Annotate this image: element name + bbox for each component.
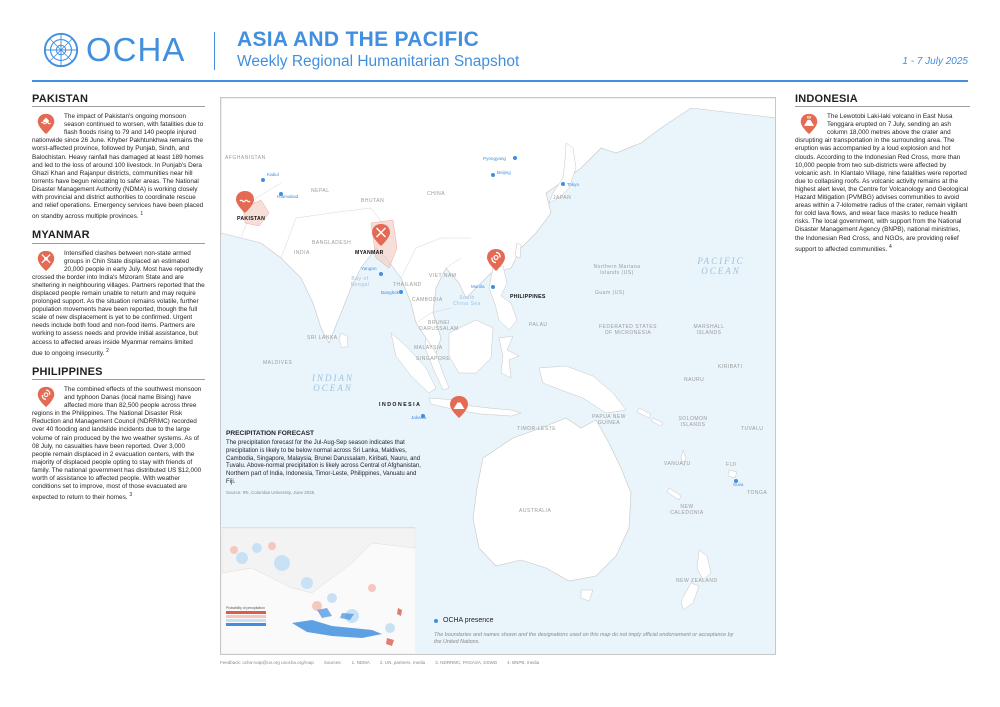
city-marker — [561, 182, 565, 186]
section-text: The impact of Pakistan's ongoing monsoon season continued to worsen, with fatalities due to flash floods rising to 79 and 140 people injured nationwide since 26 June. Khyber Pakhtunkhwa remains the worst-affected province, followed by Punjab, Sindh, and Balochistan. Heavy rainfall has damaged at least 189 homes and led to the loss of around 100 livestock. In Punjab's Dera Ghazi Khan and Rajanpur districts, communities near hill torrents have begun relocating to safer areas. The National Disaster Management Authority (NDMA) is working closely with provincial and district authorities to coordinate rescue and relief operations. Emergency services have been placed on standby across multiple provinces. — [32, 113, 204, 221]
country-label: AUSTRALIA — [519, 508, 552, 514]
right-column — [795, 95, 970, 264]
source-item: 1. NDMA — [351, 660, 370, 665]
country-label: NAURU — [684, 377, 705, 383]
map-disclaimer: The boundaries and names shown and the designations used on this map do not imply official endorsement or acceptance by the United Nations. — [434, 632, 734, 645]
section-myanmar — [32, 231, 205, 357]
city-marker — [379, 272, 383, 276]
feedback-link[interactable]: Feedback: ocha-roap@un.org unocha.org/roap — [220, 660, 314, 665]
flood-icon — [36, 113, 56, 135]
country-label: NEW CALEDONIA — [670, 504, 704, 516]
country-label: THAILAND — [393, 282, 422, 288]
region-title: ASIA AND THE PACIFIC — [237, 28, 480, 51]
country-label: BANGLADESH — [312, 240, 352, 246]
un-emblem-icon — [42, 31, 80, 69]
precipitation-legend-title: Probability of precipitation — [226, 606, 265, 610]
section-title: PAKISTAN — [32, 95, 205, 107]
crisis-marker-indonesia[interactable] — [449, 395, 469, 419]
section-title: INDONESIA — [795, 95, 970, 107]
city-marker — [261, 178, 265, 182]
country-label: FIJI — [726, 462, 737, 468]
section-text: The Lewotobi Laki-laki volcano in East Nusa Tenggara erupted on 7 July, sending an ash column 18,000 metres above the crater and disrupting air transportation in the surrounding area. The eruption was accompanied by a loud explosion and hot clouds. According to the Indonesian Red Cross, more than 10,000 people from two sub-districts were affected by volcanic ash. In Klantalo Village, nine fatalities were reported due to collapsing roofs. As volcanic activity remains at the highest alert level, the Centre for Volcanology and Geological Hazard Mitigation (PVMBG) advises communities to avoid areas within a 7-kilometre radius of the crater, remain vigilant for cold lava flows, and wear face masks to reduce health risks. The local government, with support from the National Disaster Management Agency (BNPB), national ministries, the Indonesian Red Cross, and NGOs, are providing relief support to affected communities. — [795, 113, 969, 253]
ocean-label-line-1: PACIFIC — [697, 256, 745, 266]
header-rule — [32, 80, 968, 82]
source-item: 2. UN, partners, media — [379, 660, 426, 665]
ocha-logo[interactable] — [42, 30, 185, 70]
city-marker — [399, 290, 403, 294]
country-label: VIET NAM — [429, 273, 457, 279]
reference-marker: 1 — [140, 211, 144, 218]
legend-swatch-above — [226, 623, 266, 626]
country-label: TIMOR-LESTE — [517, 426, 557, 432]
source-item: 3. NDRRMC, PAGASA, DSWD — [435, 660, 498, 665]
country-label: BRUNEI DARUSSALAM — [419, 320, 459, 332]
country-label: Guam (US) — [595, 290, 625, 296]
header — [32, 26, 968, 80]
precipitation-map-graphic — [222, 528, 415, 653]
ocha-presence-dot — [434, 619, 438, 623]
conflict-icon — [36, 250, 56, 272]
crisis-label-philippines: PHILIPPINES — [510, 294, 546, 300]
country-label: JAPAN — [553, 195, 572, 201]
country-label: VANUATU — [664, 461, 691, 467]
section-title: MYANMAR — [32, 231, 205, 243]
country-label: INDIA — [294, 250, 310, 256]
country-label: BHUTAN — [361, 198, 385, 204]
city-marker — [491, 173, 495, 177]
city-marker — [513, 156, 517, 160]
ocean-label-line-1: INDIAN — [312, 373, 354, 383]
ocean-label-line-2: OCEAN — [313, 383, 353, 393]
city-label: Pyongyang — [483, 156, 506, 161]
crisis-marker-philippines[interactable] — [486, 248, 506, 272]
ocean-label-line-2: OCEAN — [701, 266, 741, 276]
snapshot-title: Weekly Regional Humanitarian Snapshot — [237, 53, 520, 70]
header-divider — [214, 32, 215, 70]
city-label: Tokyo — [567, 182, 579, 187]
country-label: CHINA — [427, 191, 446, 197]
precipitation-legend — [226, 606, 266, 627]
crisis-label-myanmar: MYANMAR — [355, 250, 384, 256]
city-label: Bangkok — [381, 290, 399, 295]
sea-label: South China Sea — [453, 295, 481, 307]
country-label: NEPAL — [311, 188, 330, 194]
city-label: Suva — [733, 482, 744, 487]
city-label: Jakarta — [411, 415, 427, 420]
section-indonesia — [795, 95, 970, 254]
section-text: The combined effects of the southwest monsoon and typhoon Danas (local name Bising) have affected more than 82,500 people across three regions in the Philippines. The National Disaster Risk Reduction and Management Council (NDRRMC) recorded over 40 flooding and landslide incidents due to the large volume of rain produced by the two weather systems. As of 08 July, no casualties have been reported. Over 3,000 people remain displaced in 2 evacuation centers, with the majority of displaced people opting to stay with friends of family. The national government has distributed US $12,000 worth of assistance to affected people. With weather conditions set to improve, most of those evacuated are expected to return to their homes. — [32, 385, 202, 502]
city-label: Manila — [471, 284, 485, 289]
storm-icon — [36, 386, 56, 408]
city-label: Kabul — [267, 172, 279, 177]
reference-marker: 3 — [129, 492, 133, 499]
sources-label: Sources: — [323, 660, 342, 665]
ocha-presence-label: OCHA presence — [443, 617, 494, 624]
date-range: 1 - 7 July 2025 — [902, 56, 968, 67]
country-label: AFGHANISTAN — [225, 155, 266, 161]
country-label: KIRIBATI — [718, 364, 743, 370]
ocean-label-indian — [293, 373, 373, 393]
section-pakistan — [32, 95, 205, 221]
country-label: CAMBODIA — [412, 297, 443, 303]
country-label: SINGAPORE — [416, 356, 451, 362]
precipitation-title: PRECIPITATION FORECAST — [226, 430, 315, 437]
precipitation-source: Source: IRI, Columbia University, June 2025 — [226, 489, 315, 495]
crisis-marker-myanmar[interactable] — [371, 223, 391, 247]
country-label: PAPUA NEW GUINEA — [592, 414, 626, 426]
country-label: PALAU — [529, 322, 548, 328]
country-label: MALDIVES — [263, 360, 293, 366]
crisis-label-indonesia: INDONESIA — [379, 402, 422, 408]
precipitation-map[interactable] — [222, 527, 415, 652]
ocha-presence-legend — [434, 617, 494, 624]
city-label: Beijing — [497, 170, 511, 175]
country-label: FEDERATED STATES OF MICRONESIA — [598, 324, 657, 336]
legend-swatch-above-light — [226, 619, 266, 622]
city-marker — [491, 285, 495, 289]
logo-text: OCHA — [86, 31, 186, 68]
country-label: Northern Mariana Islands (US) — [593, 264, 641, 276]
footer — [220, 660, 780, 665]
country-label: MALAYSIA — [414, 345, 443, 351]
reference-marker: 4 — [889, 243, 892, 250]
legend-swatch-below-light — [226, 615, 266, 618]
volcano-icon — [799, 113, 819, 135]
country-label: NEW ZEALAND — [676, 578, 718, 584]
crisis-label-pakistan: PAKISTAN — [237, 216, 266, 222]
section-text: Intensified clashes between non-state armed groups in Chin State displaced an estimated 20,000 people in early July. Most have reportedly crossed the border into India's Mizoram State and are sheltering in neighbouring villages. Partners reported that the displaced people remain unable to return and may require prolonged support. As the situation remains volatile, further population movements have been reported, though the full scale of new displacement is yet to be confirmed. Urgent needs include both food and non-food items. Partners are working to assess needs and provide initial assistance, but access to affected areas inside Myanmar remains limited due to ongoing insecurity. — [32, 249, 205, 357]
country-label: SRI LANKA — [307, 335, 338, 341]
country-label: SOLOMON ISLANDS — [678, 416, 708, 428]
ocean-label-pacific — [676, 256, 766, 276]
country-label: MARSHALL ISLANDS — [693, 324, 725, 336]
crisis-marker-pakistan[interactable] — [235, 190, 255, 214]
precipitation-forecast — [226, 430, 426, 495]
section-title: PHILIPPINES — [32, 368, 205, 380]
city-label: Islamabad — [277, 194, 299, 199]
precipitation-text: The precipitation forecast for the Jul-Aug-Sep season indicates that precipitation is likely to be below normal across Sri Lanka, Maldives, Cambodia, Singapore, Malaysia, Brunei Darussalam, Kiribati, Nauru, and Tuvalu. Above-normal precipitation is likely across Central of Afghanistan, Northern part of India, Indonesia, Timor-Leste, Philippines, Vanuatu and Fiji. — [226, 440, 421, 485]
country-label: TUVALU — [741, 426, 764, 432]
section-philippines — [32, 365, 205, 503]
legend-swatch-below — [226, 611, 266, 614]
sea-label: Bay of Bengal — [350, 276, 370, 288]
reference-marker: 2 — [106, 347, 109, 354]
source-item: 4. BNPB, media — [507, 660, 540, 665]
country-label: TONGA — [747, 490, 768, 496]
left-column — [32, 95, 205, 512]
city-label: Yangon — [361, 266, 377, 271]
